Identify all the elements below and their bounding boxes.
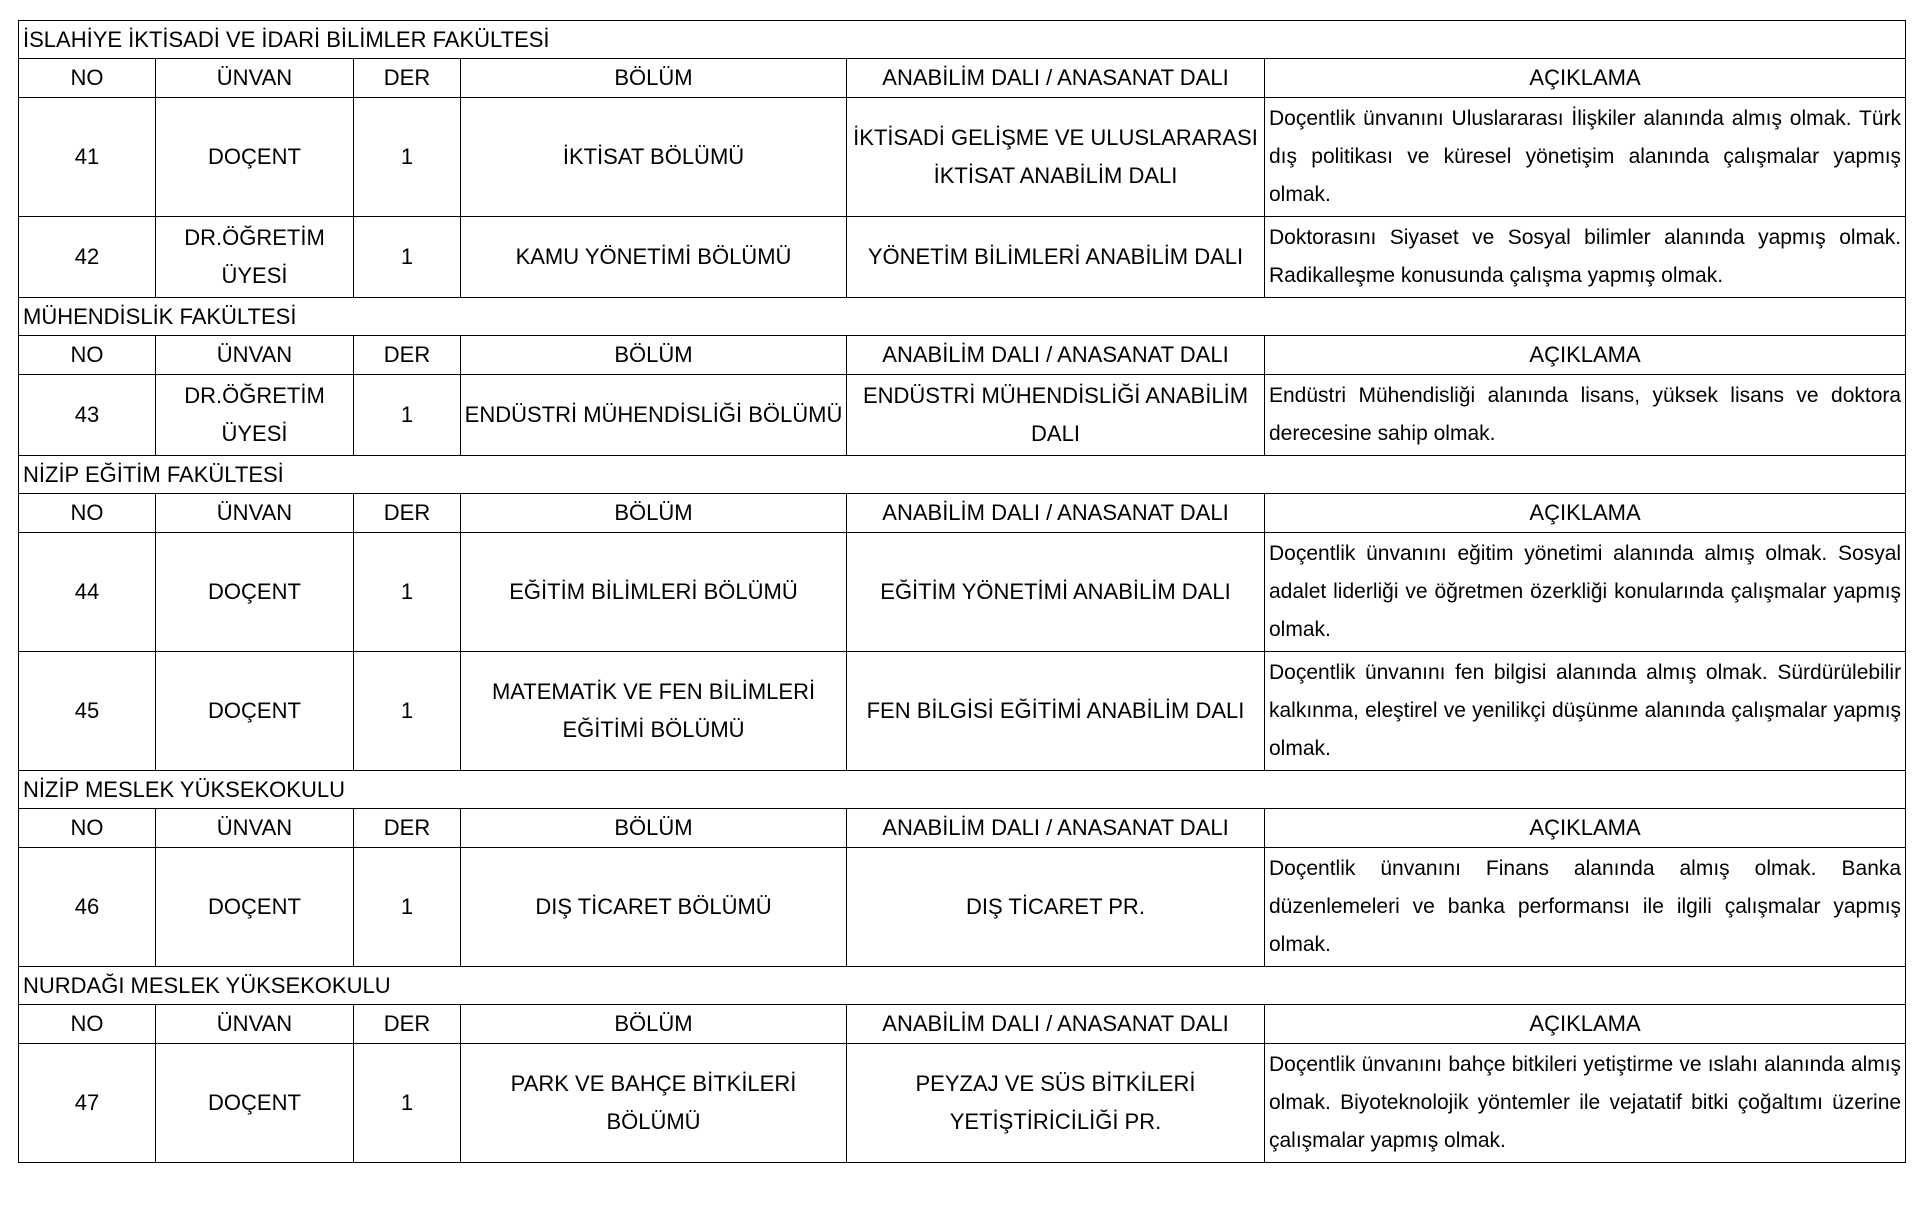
row-degree: 1 xyxy=(354,375,461,456)
row-description: Endüstri Mühendisliği alanında lisans, yüksek lisans ve doktora derecesine sahip olmak. xyxy=(1265,375,1906,456)
header-division: ANABİLİM DALI / ANASANAT DALI xyxy=(847,809,1265,848)
row-department: ENDÜSTRİ MÜHENDİSLİĞİ BÖLÜMÜ xyxy=(461,375,847,456)
row-degree: 1 xyxy=(354,1044,461,1163)
header-department: BÖLÜM xyxy=(461,809,847,848)
header-department: BÖLÜM xyxy=(461,1005,847,1044)
table-header-row xyxy=(19,494,1906,533)
row-degree: 1 xyxy=(354,848,461,967)
row-title: DR.ÖĞRETİM ÜYESİ xyxy=(156,375,354,456)
positions-table xyxy=(18,20,1906,1163)
table-row xyxy=(19,375,1906,456)
header-department: BÖLÜM xyxy=(461,336,847,375)
header-no: NO xyxy=(19,336,156,375)
header-description: AÇIKLAMA xyxy=(1265,809,1906,848)
header-title: ÜNVAN xyxy=(156,494,354,533)
header-division: ANABİLİM DALI / ANASANAT DALI xyxy=(847,59,1265,98)
row-number: 45 xyxy=(19,652,156,771)
table-row xyxy=(19,652,1906,771)
row-number: 42 xyxy=(19,217,156,298)
section-title: NURDAĞI MESLEK YÜKSEKOKULU xyxy=(19,967,1906,1005)
header-no: NO xyxy=(19,1005,156,1044)
row-title: DOÇENT xyxy=(156,533,354,652)
section-title: NİZİP EĞİTİM FAKÜLTESİ xyxy=(19,456,1906,494)
row-number: 44 xyxy=(19,533,156,652)
header-department: BÖLÜM xyxy=(461,59,847,98)
header-no: NO xyxy=(19,494,156,533)
header-title: ÜNVAN xyxy=(156,59,354,98)
row-number: 47 xyxy=(19,1044,156,1163)
row-degree: 1 xyxy=(354,533,461,652)
row-number: 46 xyxy=(19,848,156,967)
row-title: DR.ÖĞRETİM ÜYESİ xyxy=(156,217,354,298)
row-department: DIŞ TİCARET BÖLÜMÜ xyxy=(461,848,847,967)
row-description: Doktorasını Siyaset ve Sosyal bilimler alanında yapmış olmak. Radikalleşme konusunda çalışma yapmış olmak. xyxy=(1265,217,1906,298)
header-degree: DER xyxy=(354,336,461,375)
row-division: İKTİSADİ GELİŞME VE ULUSLARARASI İKTİSAT ANABİLİM DALI xyxy=(847,98,1265,217)
header-description: AÇIKLAMA xyxy=(1265,1005,1906,1044)
row-division: PEYZAJ VE SÜS BİTKİLERİ YETİŞTİRİCİLİĞİ PR. xyxy=(847,1044,1265,1163)
header-title: ÜNVAN xyxy=(156,336,354,375)
section-title-row xyxy=(19,456,1906,494)
table-row xyxy=(19,98,1906,217)
section-title-row xyxy=(19,298,1906,336)
row-department: PARK VE BAHÇE BİTKİLERİ BÖLÜMÜ xyxy=(461,1044,847,1163)
row-division: YÖNETİM BİLİMLERİ ANABİLİM DALI xyxy=(847,217,1265,298)
row-title: DOÇENT xyxy=(156,1044,354,1163)
table-header-row xyxy=(19,336,1906,375)
row-description: Doçentlik ünvanını Uluslararası İlişkiler alanında almış olmak. Türk dış politikası ve küresel yönetişim alanında çalışmalar yapmış olmak. xyxy=(1265,98,1906,217)
row-division: ENDÜSTRİ MÜHENDİSLİĞİ ANABİLİM DALI xyxy=(847,375,1265,456)
row-description: Doçentlik ünvanını fen bilgisi alanında almış olmak. Sürdürülebilir kalkınma, eleştirel ve yenilikçi düşünme alanında çalışmalar yapmış olmak. xyxy=(1265,652,1906,771)
row-division: EĞİTİM YÖNETİMİ ANABİLİM DALI xyxy=(847,533,1265,652)
table-header-row xyxy=(19,1005,1906,1044)
section-title: MÜHENDİSLİK FAKÜLTESİ xyxy=(19,298,1906,336)
table-row xyxy=(19,848,1906,967)
section-title: NİZİP MESLEK YÜKSEKOKULU xyxy=(19,771,1906,809)
header-department: BÖLÜM xyxy=(461,494,847,533)
header-no: NO xyxy=(19,809,156,848)
row-title: DOÇENT xyxy=(156,652,354,771)
table-row xyxy=(19,1044,1906,1163)
row-department: MATEMATİK VE FEN BİLİMLERİ EĞİTİMİ BÖLÜMÜ xyxy=(461,652,847,771)
header-title: ÜNVAN xyxy=(156,809,354,848)
header-degree: DER xyxy=(354,809,461,848)
section-title-row xyxy=(19,771,1906,809)
header-description: AÇIKLAMA xyxy=(1265,336,1906,375)
row-degree: 1 xyxy=(354,98,461,217)
positions-table-body xyxy=(19,21,1906,1163)
table-row xyxy=(19,217,1906,298)
row-description: Doçentlik ünvanını Finans alanında almış olmak. Banka düzenlemeleri ve banka performansı ile ilgili çalışmalar yapmış olmak. xyxy=(1265,848,1906,967)
row-description: Doçentlik ünvanını bahçe bitkileri yetiştirme ve ıslahı alanında almış olmak. Biyoteknolojik yöntemler ile vejatatif bitki çoğaltımı üzerine çalışmalar yapmış olmak. xyxy=(1265,1044,1906,1163)
row-division: DIŞ TİCARET PR. xyxy=(847,848,1265,967)
header-description: AÇIKLAMA xyxy=(1265,59,1906,98)
table-header-row xyxy=(19,59,1906,98)
header-description: AÇIKLAMA xyxy=(1265,494,1906,533)
row-department: EĞİTİM BİLİMLERİ BÖLÜMÜ xyxy=(461,533,847,652)
row-department: KAMU YÖNETİMİ BÖLÜMÜ xyxy=(461,217,847,298)
row-number: 43 xyxy=(19,375,156,456)
section-title-row xyxy=(19,21,1906,59)
header-division: ANABİLİM DALI / ANASANAT DALI xyxy=(847,494,1265,533)
row-department: İKTİSAT BÖLÜMÜ xyxy=(461,98,847,217)
staff-position-table-sheet xyxy=(18,20,1906,1163)
header-degree: DER xyxy=(354,494,461,533)
row-title: DOÇENT xyxy=(156,98,354,217)
row-number: 41 xyxy=(19,98,156,217)
header-title: ÜNVAN xyxy=(156,1005,354,1044)
header-degree: DER xyxy=(354,1005,461,1044)
header-no: NO xyxy=(19,59,156,98)
section-title-row xyxy=(19,967,1906,1005)
header-degree: DER xyxy=(354,59,461,98)
row-degree: 1 xyxy=(354,217,461,298)
row-title: DOÇENT xyxy=(156,848,354,967)
row-description: Doçentlik ünvanını eğitim yönetimi alanında almış olmak. Sosyal adalet liderliği ve öğretmen özerkliği konularında çalışmalar yapmış olmak. xyxy=(1265,533,1906,652)
row-division: FEN BİLGİSİ EĞİTİMİ ANABİLİM DALI xyxy=(847,652,1265,771)
header-division: ANABİLİM DALI / ANASANAT DALI xyxy=(847,1005,1265,1044)
row-degree: 1 xyxy=(354,652,461,771)
table-row xyxy=(19,533,1906,652)
section-title: İSLAHİYE İKTİSADİ VE İDARİ BİLİMLER FAKÜLTESİ xyxy=(19,21,1906,59)
table-header-row xyxy=(19,809,1906,848)
header-division: ANABİLİM DALI / ANASANAT DALI xyxy=(847,336,1265,375)
